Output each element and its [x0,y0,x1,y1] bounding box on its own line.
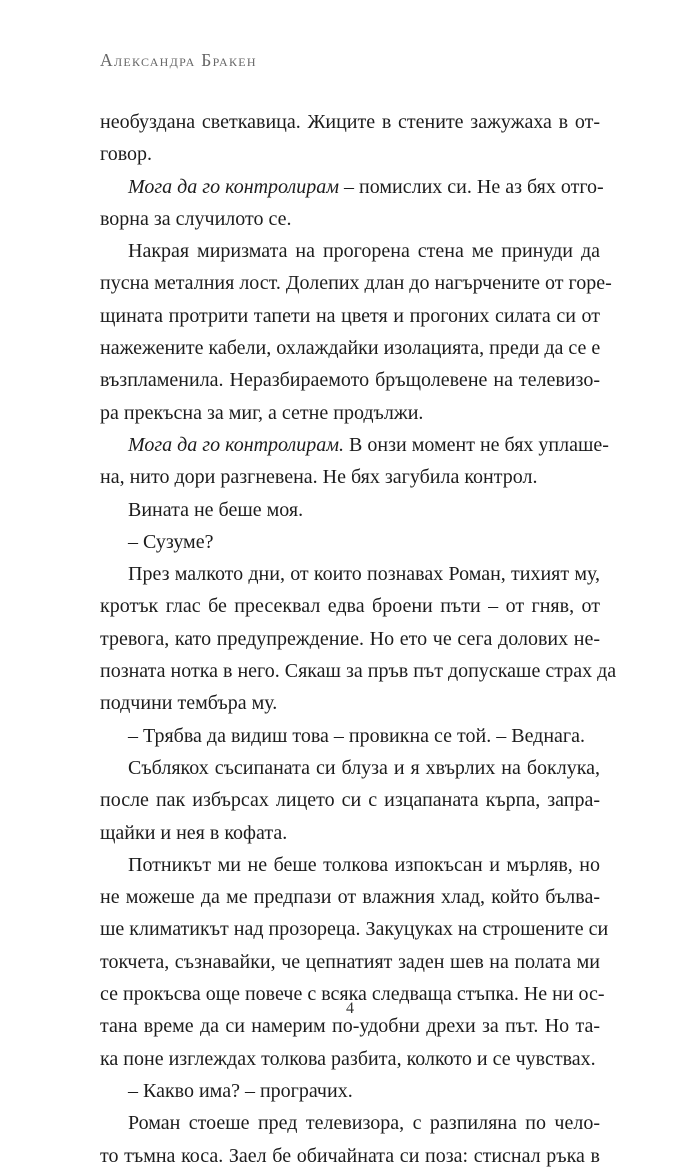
text-line [100,429,609,461]
text-run: тревога, като предупреждение. Но ето че сега долових не- [100,627,600,650]
text-line [100,1107,600,1139]
text-line [100,881,600,913]
text-line [100,1043,600,1075]
text-run: възпламенила. Неразбираемото бръщолевене на телевизо- [100,369,600,392]
text-line [100,494,600,526]
text-line [100,106,600,138]
text-line [100,332,600,364]
text-run: Потникът ми не беше толкова изпокъсан и мърляв, но [128,853,600,876]
text-run: В онзи момент не бях уплаше- [344,433,609,456]
text-run: Накрая миризмата на прогорена стена ме принуди да [128,240,600,263]
text-run: пусна металния лост. Долепих длан до нагърчените от горе- [100,272,612,295]
text-run: подчини тембъра му. [100,692,278,715]
text-line [100,590,600,622]
text-line [100,364,600,396]
text-line [100,849,600,881]
text-run: ра прекъсна за миг, а сетне продължи. [100,401,424,424]
page-number: 4 [346,1000,354,1017]
text-line [100,623,600,655]
text-line [100,946,600,978]
text-run: – Какво има? – програчих. [128,1079,353,1102]
text-line [100,558,600,590]
text-run: През малкото дни, от които познавах Роман, тихият му, [128,563,600,586]
text-run: ка поне изглеждах толкова разбита, колкото и се чувствах. [100,1047,596,1070]
text-line [100,720,600,752]
text-run: нажежените кабели, охлаждайки изолацията, преди да се е [100,337,601,360]
text-line [100,138,600,170]
text-line [100,687,600,719]
text-run: говор. [100,143,153,166]
text-run: Вината не беше моя. [128,498,304,521]
text-line [100,235,600,267]
text-run: не можеше да ме предпази от влажния хлад, който бълва- [100,886,600,909]
text-line [100,784,600,816]
text-run: Роман стоеше пред телевизора, с разпиляна по чело- [128,1112,600,1135]
text-run: ворна за случилото се. [100,207,292,230]
text-run: тана време да си намерим по-удобни дрехи за път. Но та- [100,1015,600,1038]
text-run: щайки и нея в кофата. [100,821,288,844]
text-run: щината протрити тапети на цветя и прогоних силата си от [100,304,600,327]
text-run: – Трябва да видиш това – провикна се той. – Веднага. [128,724,586,747]
text-line [100,752,600,784]
text-run: на, нито дори разгневена. Не бях загубила контрол. [100,466,538,489]
text-line [100,655,617,687]
text-line [100,397,600,429]
text-run: токчета, съзнавайки, че цепнатият заден шев на полата ми [100,950,600,973]
text-run: необуздана светкавица. Жиците в стените зажужаха в от- [100,111,600,133]
text-line [100,1140,600,1172]
text-run: позната нотка в него. Сякаш за пръв път допускаше страх да [100,660,617,683]
text-line [100,171,604,203]
text-run: то тъмна коса. Заел бе обичайната си поза: стиснал ръка в [100,1144,600,1167]
text-line [100,526,600,558]
text-run: – Сузуме? [128,530,214,553]
text-line [100,203,600,235]
text-line [100,817,600,849]
text-run: Съблякох съсипаната си блуза и я хвърлих на боклука, [128,756,600,779]
text-line [100,1075,600,1107]
text-run: ше климатикът над прозореца. Закуцуках на строшените си [100,918,609,941]
text-run: се прокъсва още повече с всяка следваща стъпка. Не ни ос- [100,983,605,1006]
text-run: после пак избърсах лицето си с изцапаната кърпа, запра- [100,789,600,812]
text-run: кротък глас бе пресеквал едва броени пъти – от гняв, от [100,595,600,618]
text-run: – помислих си. Не аз бях отго- [339,175,604,198]
italic-text-run: Мога да го контролирам [128,175,340,198]
text-line [100,461,600,493]
italic-text-run: Мога да го контролирам. [128,433,345,456]
running-head: Александра Бракен [100,50,257,70]
text-line [100,300,600,332]
text-line [100,267,612,299]
text-line [100,913,609,945]
